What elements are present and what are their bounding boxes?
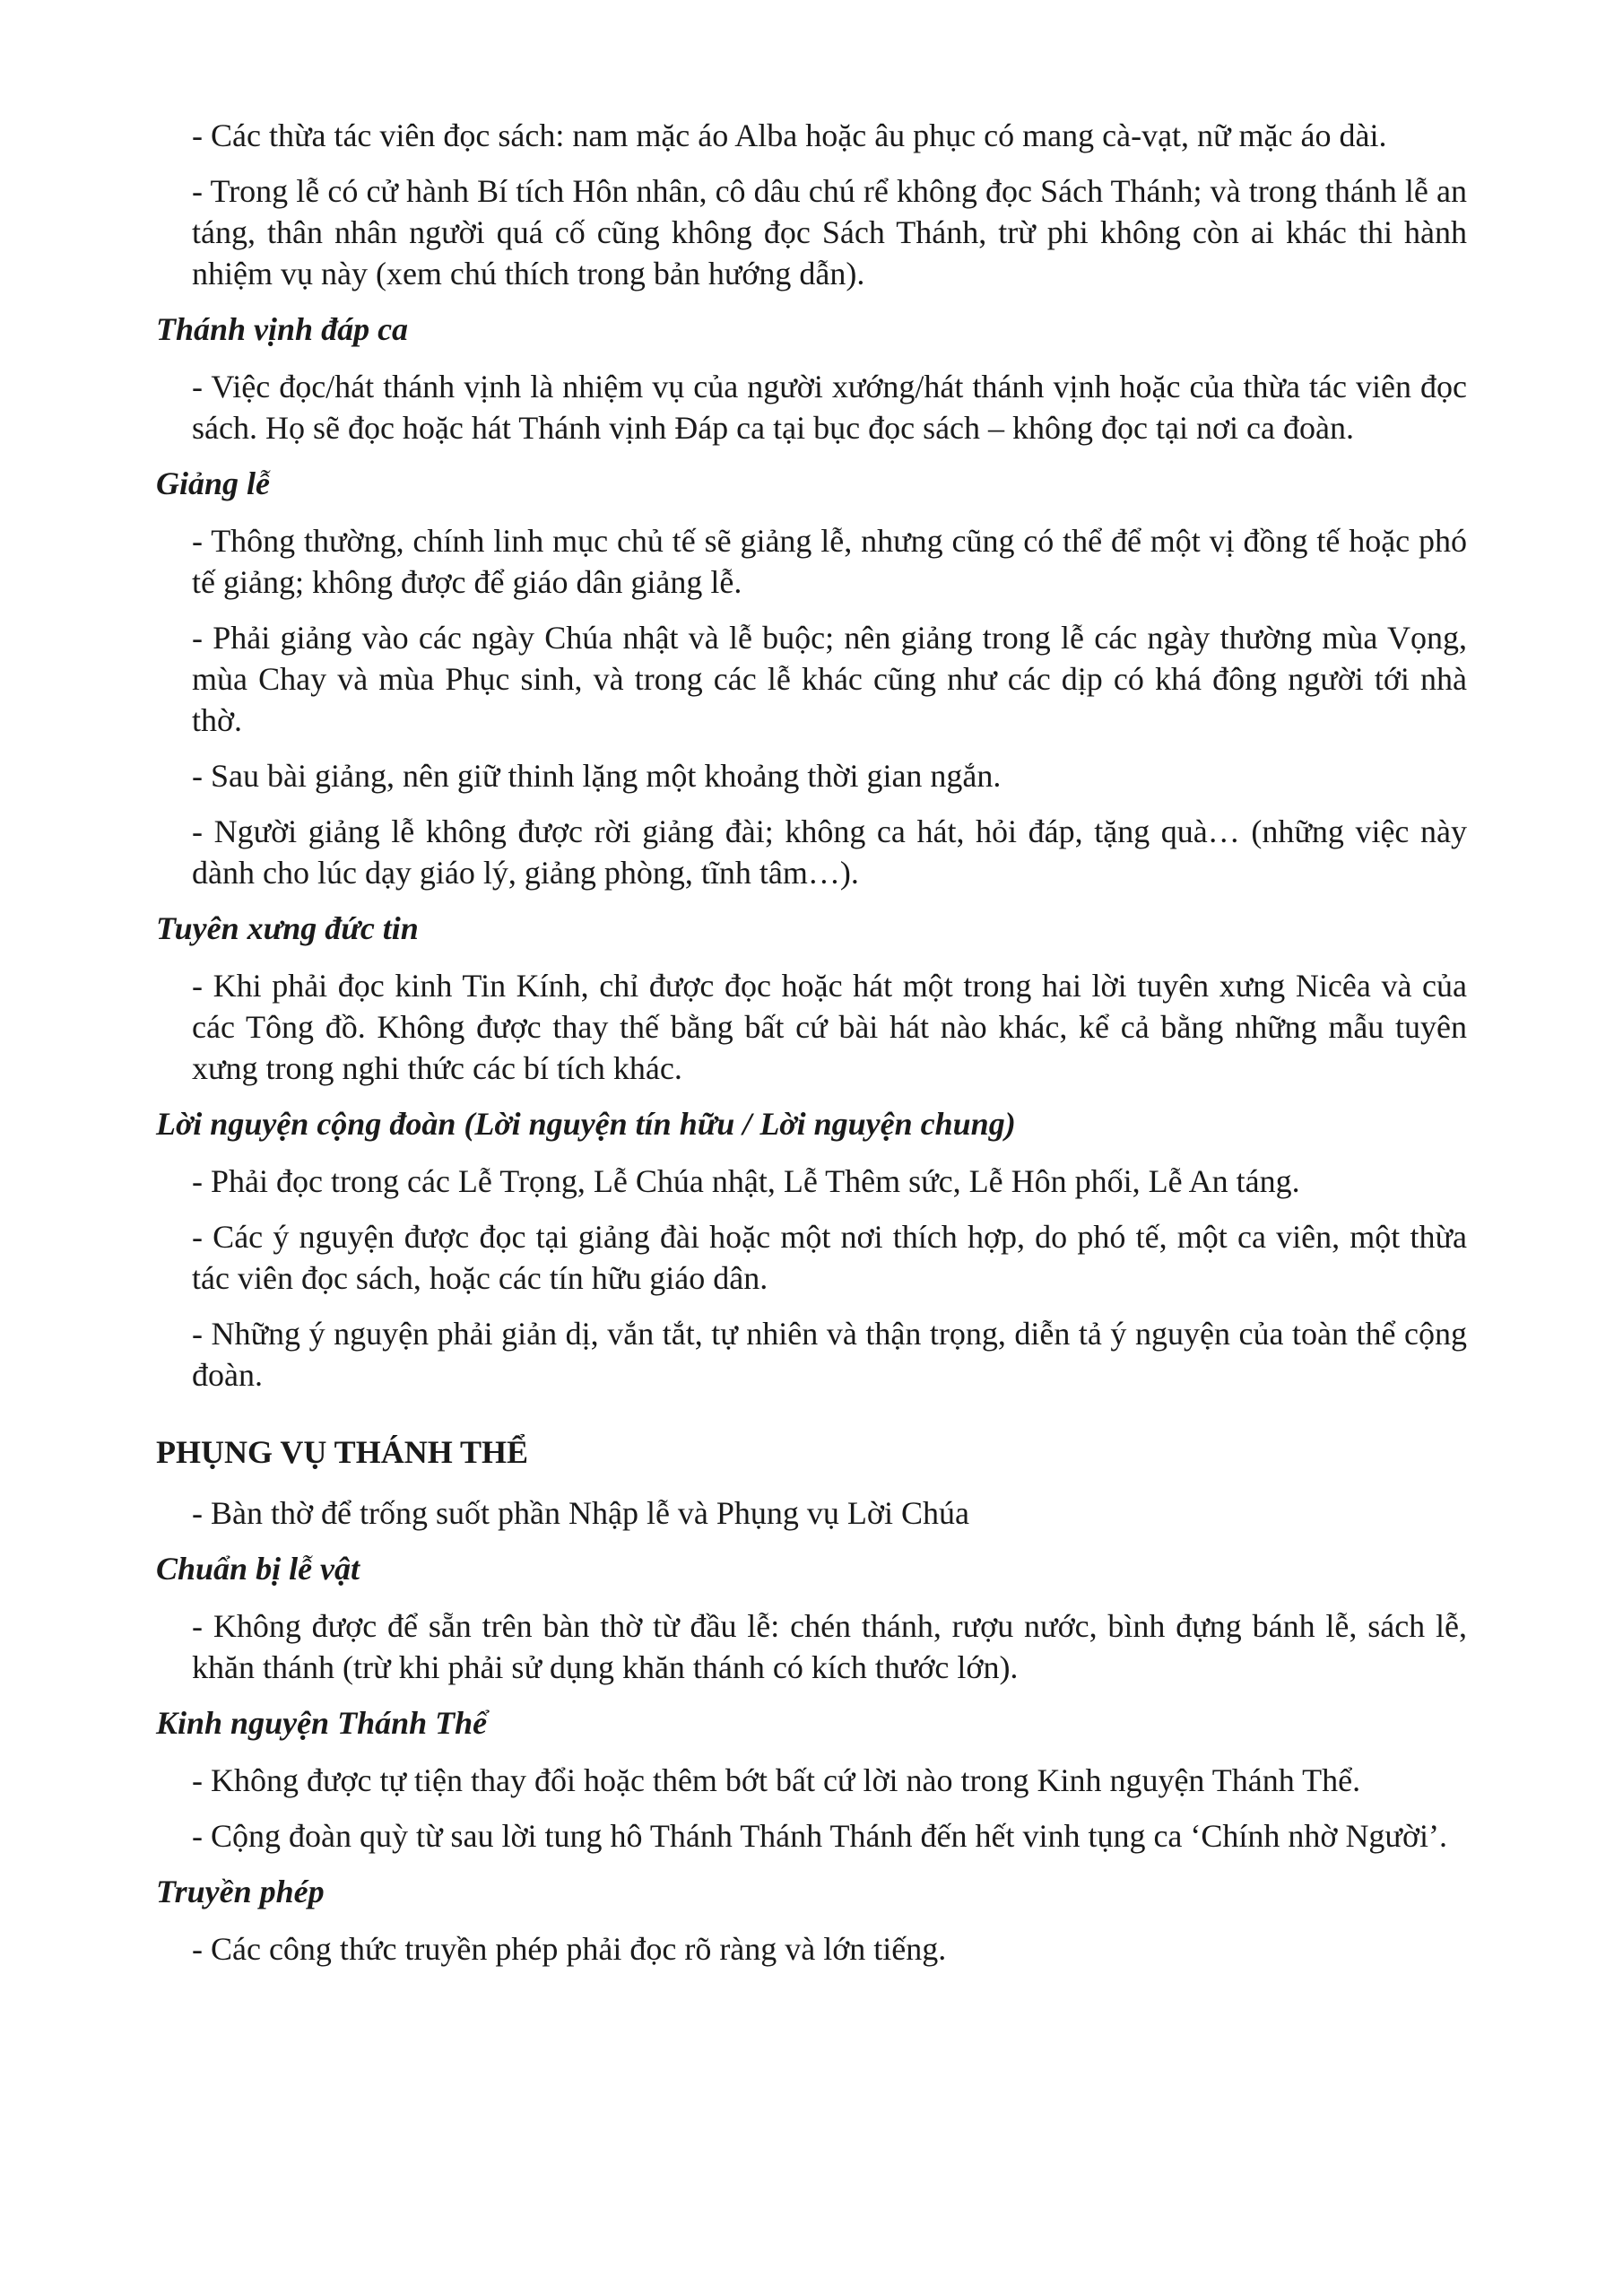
paragraph: - Các thừa tác viên đọc sách: nam mặc áo Alba hoặc âu phục có mang cà-vạt, nữ mặc áo dài. <box>192 117 1387 153</box>
paragraph: - Không được tự tiện thay đổi hoặc thêm bớt bất cứ lời nào trong Kinh nguyện Thánh Thể. <box>192 1762 1361 1798</box>
section-heading-phung-vu-thanh-the: PHỤNG VỤ THÁNH THỂ <box>156 1434 529 1470</box>
paragraph: - Người giảng lễ không được rời giảng đài; không ca hát, hỏi đáp, tặng quà… (những việc này dành cho lúc dạy giáo lý, giảng phòng, tĩnh tâm…). <box>192 813 1467 891</box>
paragraph: - Các ý nguyện được đọc tại giảng đài hoặc một nơi thích hợp, do phó tế, một ca viên, một thừa tác viên đọc sách, hoặc các tín hữu giáo dân. <box>192 1219 1467 1296</box>
paragraph: - Thông thường, chính linh mục chủ tế sẽ giảng lễ, nhưng cũng có thể để một vị đồng tế hoặc phó tế giảng; không được để giáo dân giảng lễ. <box>192 523 1467 600</box>
paragraph: - Khi phải đọc kinh Tin Kính, chỉ được đọc hoặc hát một trong hai lời tuyên xưng Nicêa và của các Tông đồ. Không được thay thế bằng bất cứ bài hát nào khác, kể cả bằng những mẫu tuyên xưng trong nghi thức các bí tích khác. <box>192 968 1467 1086</box>
paragraph: - Những ý nguyện phải giản dị, vắn tắt, tự nhiên và thận trọng, diễn tả ý nguyện của toàn thể cộng đoàn. <box>192 1316 1467 1393</box>
paragraph: - Phải đọc trong các Lễ Trọng, Lễ Chúa nhật, Lễ Thêm sức, Lễ Hôn phối, Lễ An táng. <box>192 1163 1300 1199</box>
subheading-giang-le: Giảng lễ <box>156 465 271 501</box>
subheading-thanh-vinh-dap-ca: Thánh vịnh đáp ca <box>156 311 409 347</box>
document-body <box>156 115 1467 1984</box>
subheading-loi-nguyen-cong-doan: Lời nguyện cộng đoàn (Lời nguyện tín hữu / Lời nguyện chung) <box>156 1106 1016 1142</box>
paragraph: - Bàn thờ để trống suốt phần Nhập lễ và Phụng vụ Lời Chúa <box>192 1495 969 1531</box>
subheading-tuyen-xung-duc-tin: Tuyên xưng đức tin <box>156 910 419 946</box>
subheading-chuan-bi-le-vat: Chuẩn bị lễ vật <box>156 1551 360 1587</box>
paragraph: - Việc đọc/hát thánh vịnh là nhiệm vụ của người xướng/hát thánh vịnh hoặc của thừa tác viên đọc sách. Họ sẽ đọc hoặc hát Thánh vịnh Đáp ca tại bục đọc sách – không đọc tại nơi ca đoàn. <box>192 369 1467 446</box>
paragraph: - Trong lễ có cử hành Bí tích Hôn nhân, cô dâu chú rể không đọc Sách Thánh; và trong thánh lễ an táng, thân nhân người quá cố cũng không đọc Sách Thánh, trừ phi không còn ai khác thi hành nhiệm vụ này (xem chú thích trong bản hướng dẫn). <box>192 173 1467 291</box>
paragraph: - Cộng đoàn quỳ từ sau lời tung hô Thánh Thánh Thánh đến hết vinh tụng ca ‘Chính nhờ Người’. <box>192 1818 1447 1854</box>
paragraph: - Các công thức truyền phép phải đọc rõ ràng và lớn tiếng. <box>192 1931 947 1967</box>
paragraph: - Sau bài giảng, nên giữ thinh lặng một khoảng thời gian ngắn. <box>192 758 1002 794</box>
paragraph: - Phải giảng vào các ngày Chúa nhật và lễ buộc; nên giảng trong lễ các ngày thường mùa Vọng, mùa Chay và mùa Phục sinh, và trong các lễ khác cũng như các dịp có khá đông người tới nhà thờ. <box>192 620 1467 738</box>
subheading-kinh-nguyen-thanh-the: Kinh nguyện Thánh Thể <box>156 1705 488 1741</box>
paragraph: - Không được để sẵn trên bàn thờ từ đầu lễ: chén thánh, rượu nước, bình đựng bánh lễ, sách lễ, khăn thánh (trừ khi phải sử dụng khăn thánh có kích thước lớn). <box>192 1608 1467 1685</box>
subheading-truyen-phep: Truyền phép <box>156 1874 325 1909</box>
